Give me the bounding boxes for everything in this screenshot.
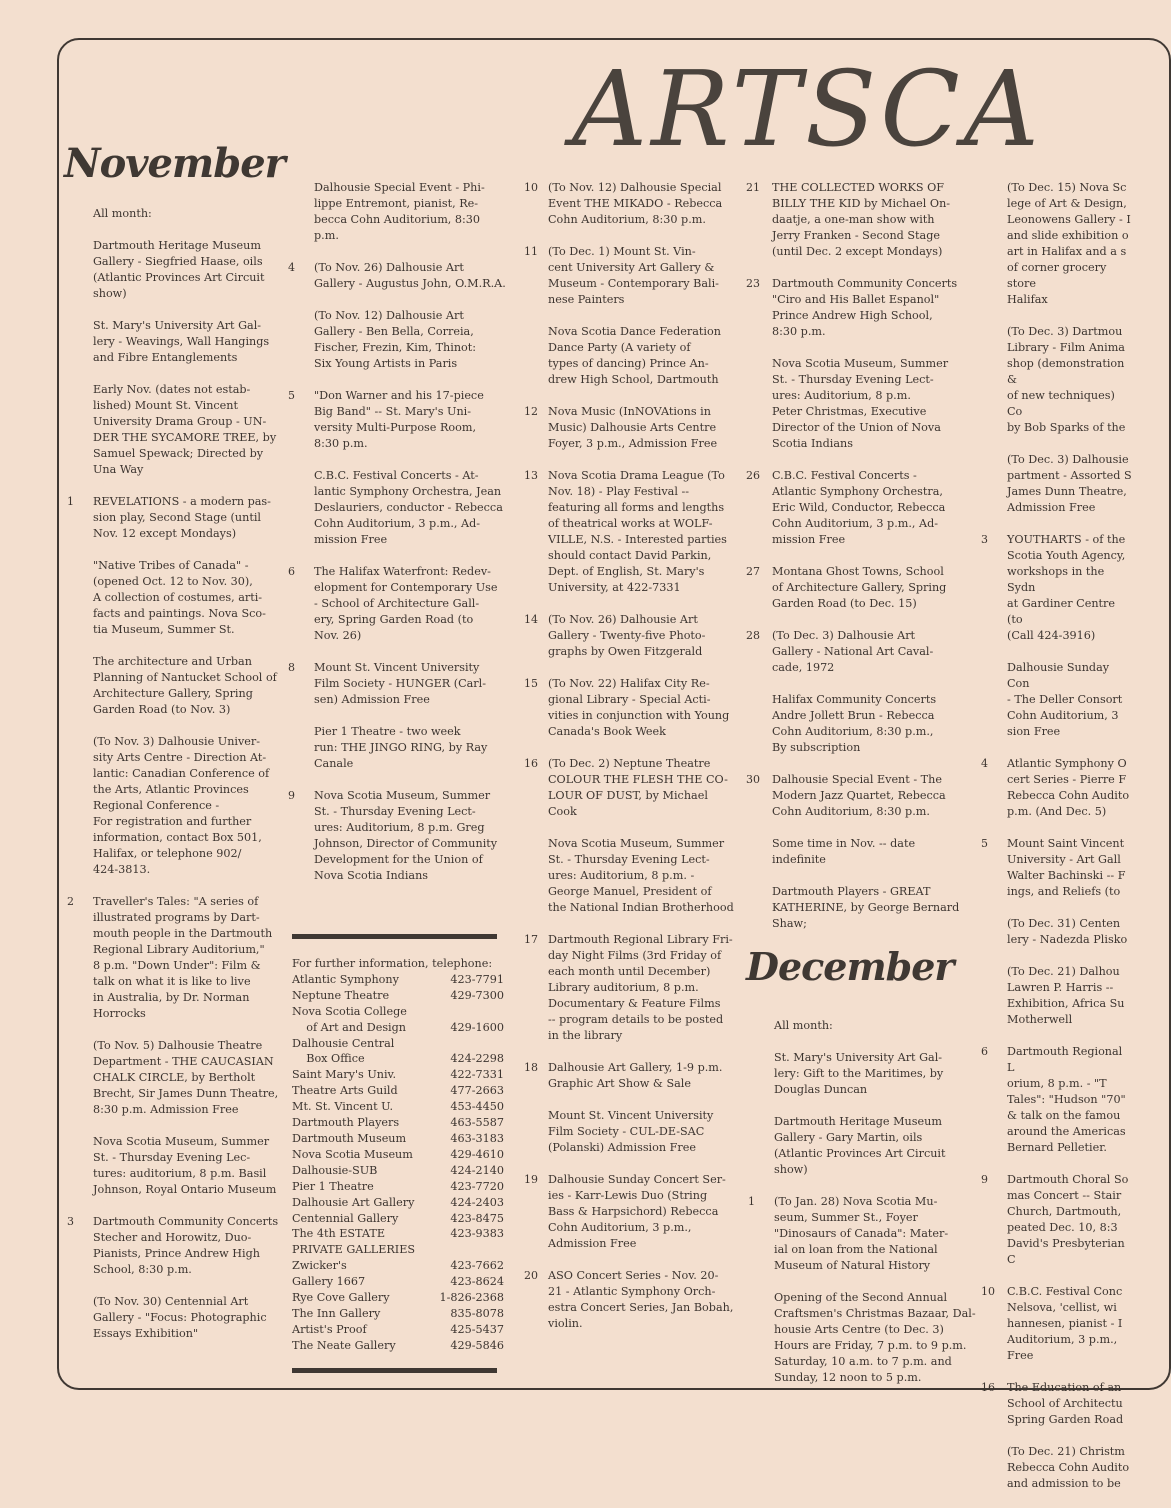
entry-text: St. Mary's University Art Gal- lery - Weavings, Wall Hangings and Fibre Entanglements [93, 319, 270, 364]
entry-day-number: 11 [524, 245, 538, 258]
entry-day-number: 21 [746, 181, 760, 194]
calendar-entry [93, 734, 288, 878]
entry-day-number: 17 [524, 933, 538, 946]
entry-text: Dartmouth Regional L orium, 8 p.m. - "T Tales": "Hudson "70" & talk on the famou around the Americas Bernard Pelletier. [1007, 1045, 1126, 1154]
entry-text: C.B.C. Festival Concerts - At- lantic Symphony Orchestra, Jean Deslauriers, conductor - Rebecca Cohn Auditorium, 3 p.m., Ad- mission Free [314, 469, 503, 546]
entry-day-number: 9 [288, 789, 295, 802]
november-column-3 [524, 180, 738, 1348]
entry-day-number: 6 [981, 1045, 988, 1058]
calendar-entry [746, 628, 972, 676]
calendar-entry [314, 308, 514, 372]
entry-text: All month: [93, 207, 152, 220]
phone-row-number: 423-8624 [450, 1275, 504, 1289]
entry-text: (To Nov. 26) Dalhousie Art Gallery - Augustus John, O.M.R.A. [314, 261, 506, 290]
entry-text: The Education of an School of Architectu Spring Garden Road [1007, 1381, 1124, 1426]
phone-row [292, 1115, 504, 1131]
entry-text: Traveller's Tales: "A series of illustrated programs by Dart- mouth people in the Dartmouth Regional Library Auditorium," 8 p.m. "Down Under": Film & talk on what it is like to live in Australia, by Dr. Norman Horrocks [93, 895, 273, 1020]
calendar-entry [288, 660, 514, 708]
entry-text: Mount Saint Vincent University - Art Gall Walter Bachinski -- F ings, and Reliefs (to [1007, 837, 1126, 898]
calendar-entry [746, 276, 972, 340]
month-heading-november: November [64, 140, 285, 187]
phone-row-number: 423-8475 [450, 1211, 504, 1225]
phone-row-number: 463-3183 [450, 1131, 504, 1145]
entry-text: Dartmouth Heritage Museum Gallery - Gary Martin, oils (Atlantic Provinces Art Circuit show) [774, 1115, 946, 1176]
calendar-entry [524, 1268, 738, 1332]
phone-row-number: 453-4450 [450, 1100, 504, 1114]
entry-text: "Don Warner and his 17-piece Big Band" -- St. Mary's Uni- versity Multi-Purpose Room, 8:30 p.m. [314, 389, 484, 450]
entry-text: REVELATIONS - a modern pas- sion play, Second Stage (until Nov. 12 except Mondays) [93, 495, 271, 540]
entry-text: (To Dec. 2) Neptune Theatre COLOUR THE FLESH THE CO- LOUR OF DUST, by Michael Cook [548, 757, 728, 818]
phone-row-name: PRIVATE GALLERIES [292, 1243, 416, 1257]
calendar-entry [981, 836, 1132, 900]
phone-row-name: Rye Cove Gallery [292, 1291, 390, 1305]
phone-row-name: Mt. St. Vincent U. [292, 1100, 394, 1114]
calendar-entry [1007, 180, 1132, 308]
entry-day-number: 3 [67, 1215, 74, 1228]
phone-row-number: 424-2298 [450, 1052, 504, 1066]
phone-row [292, 1290, 504, 1306]
entry-text: Nova Scotia Museum, Summer St. - Thursday Evening Lec- tures: auditorium, 8 p.m. Basil Johnson, Royal Ontario Museum [93, 1135, 277, 1196]
calendar-entry [748, 1194, 984, 1274]
entry-text: (To Dec. 31) Centen lery - Nadezda Plisko [1007, 917, 1128, 946]
entry-day-number: 6 [288, 565, 295, 578]
entry-text: Dartmouth Regional Library Fri- day Night Films (3rd Friday of each month until December) Library auditorium, 8 p.m. Documentary & Feature Films -- program details to be posted in the library [548, 933, 733, 1042]
calendar-entry [314, 180, 514, 244]
phone-row [292, 1131, 504, 1147]
entry-day-number: 16 [981, 1381, 995, 1394]
phone-row-name: Dalhousie Central [292, 1036, 395, 1050]
phone-row-name: Zwicker's [292, 1259, 347, 1273]
november-column-4 [746, 180, 972, 948]
entry-text: (To Dec. 21) Dalhou Lawren P. Harris -- Exhibition, Africa Su Motherwell [1007, 965, 1125, 1026]
phone-row [292, 1147, 504, 1163]
phone-row-name: Artist's Proof [292, 1322, 367, 1336]
phone-box-bottom-rule [292, 1368, 497, 1373]
entry-day-number: 19 [524, 1173, 538, 1186]
phone-row-name: Theatre Arts Guild [292, 1084, 398, 1098]
november-column-2 [288, 180, 514, 900]
phone-row-number: 423-7720 [450, 1179, 504, 1193]
calendar-entry [524, 1172, 738, 1252]
calendar-entry [746, 180, 972, 260]
calendar-entry [1007, 452, 1132, 516]
entry-day-number: 28 [746, 629, 760, 642]
entry-day-number: 3 [981, 533, 988, 546]
calendar-entry [1007, 660, 1132, 740]
entry-text: Pier 1 Theatre - two week run: THE JINGO RING, by Ray Canale [314, 725, 488, 770]
entry-text: (To Dec. 3) Dartmou Library - Film Anima shop (demonstration & of new techniques) Co by Bob Sparks of the [1007, 325, 1126, 434]
phone-row [292, 1211, 504, 1227]
entry-day-number: 10 [981, 1285, 995, 1298]
phone-row-name: Nova Scotia Museum [292, 1147, 413, 1161]
calendar-entry [774, 1290, 984, 1386]
calendar-entry [67, 494, 288, 542]
phone-row-name: Dartmouth Players [292, 1116, 400, 1130]
calendar-entry [524, 932, 738, 1044]
entry-day-number: 5 [288, 389, 295, 402]
entry-text: (To Dec. 21) Christm Rebecca Cohn Audito and admission to be [1007, 1445, 1130, 1490]
entry-text: (To Nov. 30) Centennial Art Gallery - "Focus: Photographic Essays Exhibition" [93, 1295, 267, 1340]
phone-row-number: 477-2663 [450, 1084, 504, 1098]
phone-row-name: Dalhousie-SUB [292, 1163, 378, 1177]
phone-row [292, 1067, 504, 1083]
calendar-entry [981, 1044, 1132, 1156]
phone-row [292, 1306, 504, 1322]
calendar-entry [93, 1134, 288, 1198]
entry-text: "Native Tribes of Canada" - (opened Oct. 12 to Nov. 30), A collection of costumes, arti- facts and paintings. Nova Sco- tia Museum, Summer St. [93, 559, 266, 636]
entry-text: THE COLLECTED WORKS OF BILLY THE KID by Michael On- daatje, a one-man show with Jerry Franken - Second Stage (until Dec. 2 except Mondays) [772, 181, 951, 258]
calendar-entry [93, 206, 288, 222]
calendar-entry [981, 1172, 1132, 1268]
entry-day-number: 4 [288, 261, 295, 274]
entry-day-number: 15 [524, 677, 538, 690]
entry-text: Nova Scotia Museum, Summer St. - Thursday Evening Lect- ures: Auditorium, 8 p.m. Greg Johnson, Director of Community Development for the Union of Nova Scotia Indians [314, 789, 498, 882]
phone-row-name: Dalhousie Art Gallery [292, 1195, 415, 1209]
calendar-entry [774, 1018, 984, 1034]
entry-text: Mount St. Vincent University Film Society - CUL-DE-SAC (Polanski) Admission Free [548, 1109, 714, 1154]
calendar-entry [524, 244, 738, 308]
entry-day-number: 5 [981, 837, 988, 850]
phone-row-name: Saint Mary's Univ. [292, 1068, 397, 1082]
phone-row-name: of Art and Design [292, 1020, 407, 1034]
entry-text: C.B.C. Festival Conc Nelsova, 'cellist, wi hannesen, pianist - I Auditorium, 3 p.m., Free [1007, 1285, 1123, 1362]
calendar-entry [67, 1214, 288, 1278]
entry-text: Montana Ghost Towns, School of Architecture Gallery, Spring Garden Road (to Dec. 15) [772, 565, 947, 610]
phone-row-name: The 4th ESTATE [292, 1227, 385, 1241]
calendar-entry [288, 260, 514, 292]
calendar-entry [981, 1284, 1132, 1364]
phone-box-top-rule [292, 934, 497, 939]
calendar-entry [314, 724, 514, 772]
phone-row-name: The Neate Gallery [292, 1338, 396, 1352]
calendar-entry [548, 324, 738, 388]
calendar-entry [288, 388, 514, 452]
entry-text: (To Dec. 15) Nova Sc lege of Art & Design, Leonowens Gallery - I and slide exhibition o art in Halifax and a s of corner grocery store Halifax [1007, 181, 1131, 306]
entry-text: (To Jan. 28) Nova Scotia Mu- seum, Summer St., Foyer "Dinosaurs of Canada": Mater- ial on loan from the National Museum of Natural History [774, 1195, 949, 1272]
calendar-entry [774, 1050, 984, 1098]
calendar-entry [524, 676, 738, 740]
entry-text: C.B.C. Festival Concerts - Atlantic Symphony Orchestra, Eric Wild, Conductor, Rebecca Cohn Auditorium, 3 p.m., Ad- mission Free [772, 469, 946, 546]
entry-day-number: 4 [981, 757, 988, 770]
entry-text: Dartmouth Community Concerts "Ciro and His Ballet Espanol" Prince Andrew High School, 8:30 p.m. [772, 277, 958, 338]
entry-text: Dartmouth Community Concerts Stecher and Horowitz, Duo- Pianists, Prince Andrew High School, 8:30 p.m. [93, 1215, 279, 1276]
november-column-1 [67, 206, 288, 1358]
calendar-entry [524, 756, 738, 820]
calendar-entry [524, 1060, 738, 1092]
calendar-entry [524, 404, 738, 452]
entry-text: (To Nov. 26) Dalhousie Art Gallery - Twenty-five Photo- graphs by Owen Fitzgerald [548, 613, 706, 658]
entry-text: Nova Scotia Drama League (To Nov. 18) - Play Festival -- featuring all forms and lengths of theatrical works at WOLF- VILLE, N.S. - Interested parties should contact David Parkin, Dept. of English, St. Mary's University, at 422-7331 [548, 469, 727, 594]
phone-row [292, 1195, 504, 1211]
calendar-entry [93, 1038, 288, 1118]
phone-row-number: 425-5437 [450, 1322, 504, 1336]
entry-text: St. Mary's University Art Gal- lery: Gift to the Maritimes, by Douglas Duncan [774, 1051, 944, 1096]
calendar-entry [524, 612, 738, 660]
calendar-entry [981, 1380, 1132, 1428]
entry-text: Nova Scotia Museum, Summer St. - Thursday Evening Lect- ures: Auditorium, 8 p.m. Peter Christmas, Executive Director of the Union of Nova Scotia Indians [772, 357, 949, 450]
phone-row-number: 423-7662 [450, 1259, 504, 1273]
calendar-entry [746, 772, 972, 820]
phone-row-name: Neptune Theatre [292, 988, 390, 1002]
entry-text: Dartmouth Players - GREAT KATHERINE, by George Bernard Shaw; [772, 885, 960, 930]
entry-text: ASO Concert Series - Nov. 20- 21 - Atlantic Symphony Orch- estra Concert Series, Jan Bobah, violin. [548, 1269, 734, 1330]
calendar-entry [548, 1108, 738, 1156]
calendar-entry [93, 1294, 288, 1342]
calendar-entry [981, 532, 1132, 644]
phone-row [292, 1051, 504, 1067]
phone-row [292, 1004, 504, 1020]
entry-day-number: 12 [524, 405, 538, 418]
calendar-entry [524, 180, 738, 228]
entry-day-number: 1 [67, 495, 74, 508]
december-column-2 [981, 180, 1132, 1508]
phone-row [292, 1179, 504, 1195]
phone-row-number: 422-7331 [450, 1068, 504, 1082]
phone-row-name: The Inn Gallery [292, 1306, 381, 1320]
phone-row-number: 429-5846 [450, 1338, 504, 1352]
phone-row-name: Gallery 1667 [292, 1275, 366, 1289]
calendar-entry [772, 836, 972, 868]
calendar-entry [746, 564, 972, 612]
entry-day-number: 9 [981, 1173, 988, 1186]
calendar-entry [1007, 1444, 1132, 1492]
phone-row [292, 1274, 504, 1290]
phone-row-number: 423-7791 [450, 972, 504, 986]
phone-row [292, 1083, 504, 1099]
entry-text: All month: [774, 1019, 833, 1032]
entry-text: Dartmouth Choral So mas Concert -- Stair Church, Dartmouth, peated Dec. 10, 8:3 David's Presbyterian C [1007, 1173, 1129, 1266]
calendar-entry [981, 756, 1132, 820]
calendar-entry [314, 468, 514, 548]
phone-row-name: Dartmouth Museum [292, 1131, 407, 1145]
entry-day-number: 23 [746, 277, 760, 290]
phone-row [292, 1163, 504, 1179]
entry-text: (To Dec. 3) Dalhousie Art Gallery - National Art Caval- cade, 1972 [772, 629, 934, 674]
phone-row-number: 424-2140 [450, 1163, 504, 1177]
calendar-entry [1007, 324, 1132, 436]
entry-text: Dartmouth Heritage Museum Gallery - Siegfried Haase, oils (Atlantic Provinces Art Circuit show) [93, 239, 265, 300]
phone-row-name: Pier 1 Theatre [292, 1179, 374, 1193]
calendar-entry [772, 884, 972, 932]
entry-text: Dalhousie Sunday Con - The Deller Consort Cohn Auditorium, 3 sion Free [1007, 661, 1123, 738]
entry-text: Nova Music (InNOVAtions in Music) Dalhousie Arts Centre Foyer, 3 p.m., Admission Free [548, 405, 718, 450]
calendar-entry [746, 468, 972, 548]
phone-row-number: 423-9383 [450, 1227, 504, 1241]
masthead-title: ARTSCA [572, 48, 1043, 170]
entry-text: Dalhousie Sunday Concert Ser- ies - Karr-Lewis Duo (String Bass & Harpsichord) Rebecca Cohn Auditorium, 3 p.m., Admission Free [548, 1173, 726, 1250]
phone-row-name: Centennial Gallery [292, 1211, 399, 1225]
december-column-1 [748, 1018, 984, 1402]
phone-row [292, 1099, 504, 1115]
entry-day-number: 10 [524, 181, 538, 194]
entry-day-number: 8 [288, 661, 295, 674]
entry-text: (To Dec. 1) Mount St. Vin- cent University Art Gallery & Museum - Contemporary Bali- nese Painters [548, 245, 719, 306]
entry-text: Dalhousie Special Event - The Modern Jazz Quartet, Rebecca Cohn Auditorium, 8:30 p.m. [772, 773, 946, 818]
phone-row [292, 988, 504, 1004]
entry-text: Atlantic Symphony O cert Series - Pierre F Rebecca Cohn Audito p.m. (And Dec. 5) [1007, 757, 1130, 818]
entry-text: (To Nov. 12) Dalhousie Art Gallery - Ben Bella, Correia, Fischer, Frezin, Kim, Thinot: Six Young Artists in Paris [314, 309, 477, 370]
phone-row-number: 429-1600 [450, 1020, 504, 1034]
calendar-entry [288, 788, 514, 884]
calendar-entry [548, 836, 738, 916]
entry-text: Halifax Community Concerts Andre Jollett Brun - Rebecca Cohn Auditorium, 8:30 p.m., By subscription [772, 693, 937, 754]
phone-row-name: Atlantic Symphony [292, 972, 399, 986]
entry-text: Some time in Nov. -- date indefinite [772, 837, 916, 866]
entry-day-number: 26 [746, 469, 760, 482]
entry-text: The architecture and Urban Planning of Nantucket School of Architecture Gallery, Spring Garden Road (to Nov. 3) [93, 655, 277, 716]
entry-text: Dalhousie Special Event - Phi- lippe Entremont, pianist, Re- becca Cohn Auditorium, 8:30 p.m. [314, 181, 485, 242]
calendar-entry [774, 1114, 984, 1178]
phone-row [292, 1258, 504, 1274]
phone-row-number: 1-826-2368 [439, 1291, 504, 1305]
entry-day-number: 2 [67, 895, 74, 908]
calendar-entry [93, 654, 288, 718]
calendar-entry [772, 692, 972, 756]
entry-text: Early Nov. (dates not estab- lished) Mount St. Vincent University Drama Group - UN- DER THE SYCAMORE TREE, by Samuel Spewack; Directed by Una Way [93, 383, 277, 476]
entry-day-number: 16 [524, 757, 538, 770]
entry-text: Mount St. Vincent University Film Society - HUNGER (Carl- sen) Admission Free [314, 661, 487, 706]
phone-row [292, 972, 504, 988]
phone-row [292, 1020, 504, 1036]
entry-day-number: 14 [524, 613, 538, 626]
entry-day-number: 1 [748, 1195, 755, 1208]
entry-text: (To Nov. 5) Dalhousie Theatre Department - THE CAUCASIAN CHALK CIRCLE, by Bertholt Brecht, Sir James Dunn Theatre, 8:30 p.m. Admission Free [93, 1039, 279, 1116]
phone-row-number: 463-5587 [450, 1116, 504, 1130]
entry-day-number: 13 [524, 469, 538, 482]
calendar-entry [67, 894, 288, 1022]
phone-row-name: Box Office [292, 1052, 365, 1066]
phone-row-number: 424-2403 [450, 1195, 504, 1209]
entry-day-number: 20 [524, 1269, 538, 1282]
phone-directory [292, 956, 504, 1354]
calendar-entry [93, 382, 288, 478]
phone-directory-header: For further information, telephone: [292, 957, 493, 970]
phone-row [292, 1226, 504, 1242]
month-heading-december: December [746, 944, 954, 989]
phone-row-name: Nova Scotia College [292, 1004, 407, 1018]
entry-text: (To Nov. 22) Halifax City Re- gional Library - Special Acti- vities in conjunction with Young Canada's Book Week [548, 677, 730, 738]
phone-row-number: 429-7300 [450, 988, 504, 1002]
phone-row-number: 429-4610 [450, 1147, 504, 1161]
phone-row-number: 835-8078 [450, 1306, 504, 1320]
entry-text: Nova Scotia Dance Federation Dance Party (A variety of types of dancing) Prince An- drew High School, Dartmouth [548, 325, 721, 386]
calendar-entry [1007, 964, 1132, 1028]
calendar-entry [288, 564, 514, 644]
entry-text: Opening of the Second Annual Craftsmen's Christmas Bazaar, Dal- housie Arts Centre (to Dec. 3) Hours are Friday, 7 p.m. to 9 p.m. Saturday, 10 a.m. to 7 p.m. and Sunday, 12 noon to 5 p.m. [774, 1291, 976, 1384]
entry-day-number: 27 [746, 565, 760, 578]
calendar-entry [772, 356, 972, 452]
calendar-entry [524, 468, 738, 596]
entry-day-number: 18 [524, 1061, 538, 1074]
calendar-entry [93, 238, 288, 302]
calendar-entry [93, 318, 288, 366]
phone-row [292, 1242, 504, 1258]
entry-text: (To Dec. 3) Dalhousie partment - Assorted S James Dunn Theatre, Admission Free [1007, 453, 1132, 514]
calendar-entry [93, 558, 288, 638]
entry-text: YOUTHARTS - of the Scotia Youth Agency, workshops in the Sydn at Gardiner Centre (to (Call 424-3916) [1007, 533, 1126, 642]
entry-text: (To Nov. 3) Dalhousie Univer- sity Arts Centre - Direction At- lantic: Canadian Conference of the Arts, Atlantic Provinces Regional Conference - For registration and further information, contact Box 501, Halifax, or telephone 902/ 424-3813. [93, 735, 270, 876]
entry-day-number: 30 [746, 773, 760, 786]
calendar-entry [1007, 916, 1132, 948]
phone-row [292, 1338, 504, 1354]
entry-text: (To Nov. 12) Dalhousie Special Event THE MIKADO - Rebecca Cohn Auditorium, 8:30 p.m. [548, 181, 723, 226]
entry-text: The Halifax Waterfront: Redev- elopment for Contemporary Use - School of Architecture Gall- ery, Spring Garden Road (to Nov. 26) [314, 565, 498, 642]
entry-text: Dalhousie Art Gallery, 1-9 p.m. Graphic Art Show & Sale [548, 1061, 723, 1090]
phone-row [292, 1322, 504, 1338]
entry-text: Nova Scotia Museum, Summer St. - Thursday Evening Lect- ures: Auditorium, 8 p.m. - George Manuel, President of the National Indian Brotherhood [548, 837, 734, 914]
phone-row [292, 1036, 504, 1052]
